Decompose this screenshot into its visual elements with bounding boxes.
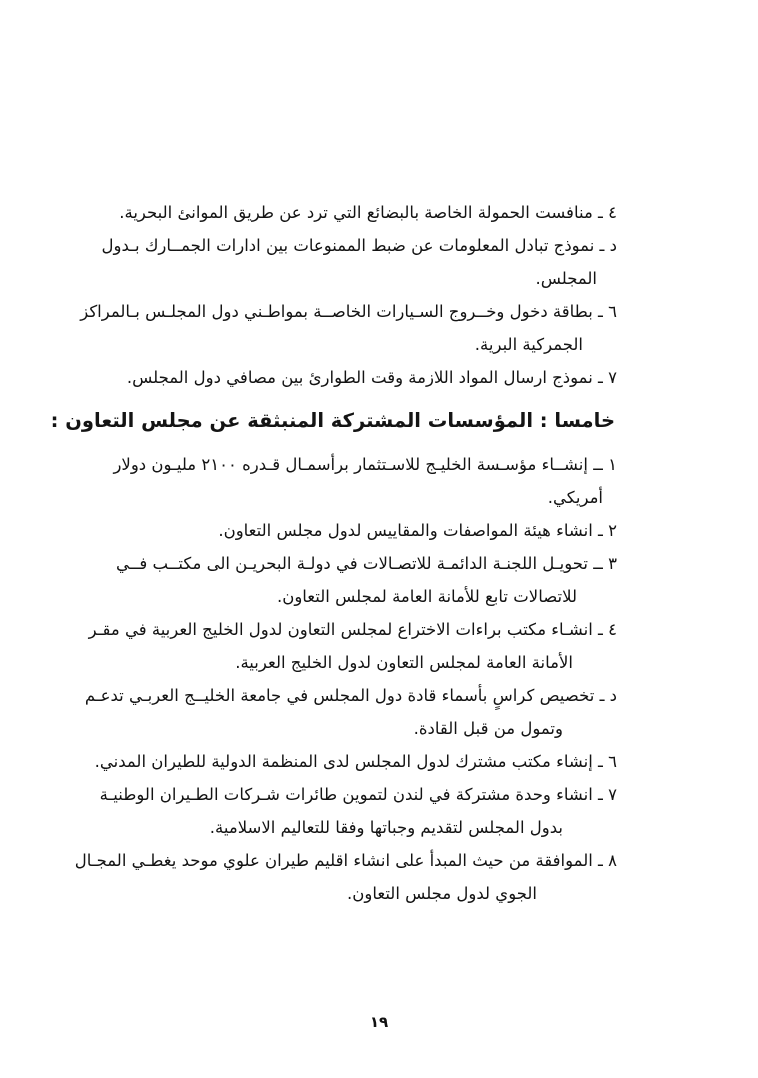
list-item-8-airspace-region-line1: ٨ ـ الموافقة من حيث المبدأ على انشاء اقليم طيران علوي موحد يغطـي المجـال xyxy=(74,851,617,870)
list-item-5-university-chairs-line2: وتمول من قبل القادة. xyxy=(413,719,563,738)
list-item-2-standards-body: ٢ ـ انشاء هيئة المواصفات والمقاييس لدول مجلس التعاون. xyxy=(218,521,617,540)
page-number: ١٩ xyxy=(369,1013,389,1031)
list-item-5-customs-form-line1: د ـ نموذج تبادل المعلومات عن ضبط الممنوعات بين ادارات الجمــارك بـدول xyxy=(101,236,617,255)
list-item-3-telecom-committee-line1: ٣ ــ تحويـل اللجنـة الدائمـة للاتصـالات في دولـة البحريـن الى مكتــب فــي xyxy=(115,554,617,573)
list-item-6-icao-office: ٦ ـ إنشاء مكتب مشترك لدول المجلس لدى المنظمة الدولية للطيران المدني. xyxy=(94,752,617,771)
list-item-7-london-catering-line2: بدول المجلس لتقديم وجباتها وفقا للتعاليم الاسلامية. xyxy=(209,818,563,837)
list-item-6-car-card-line1: ٦ ـ بطاقة دخول وخــروج السـيارات الخاصــة بمواطـني دول المجلـس بـالمراكز xyxy=(80,302,617,321)
section-heading: خامسا : المؤسسات المشتركة المنبثقة عن مجلس التعاون : xyxy=(50,409,615,432)
list-item-6-car-card-line2: الجمركية البرية. xyxy=(474,335,583,354)
list-item-3-telecom-committee-line2: للاتصالات تابع للأمانة العامة لمجلس التعاون. xyxy=(276,587,577,606)
list-item-1-gulf-investment-line2: أمريكي. xyxy=(547,488,603,507)
list-item-5-customs-form-line2: المجلس. xyxy=(535,269,597,288)
list-item-1-gulf-investment-line1: ١ ــ إنشــاء مؤسـسة الخليـج للاسـتثمار برأسمـال قـدره ٢١٠٠ مليـون دولار xyxy=(113,455,617,474)
page-body xyxy=(50,196,617,910)
list-item-7-emergency-form: ٧ ـ نموذج ارسال المواد اللازمة وقت الطوارئ بين مصافي دول المجلس. xyxy=(126,368,617,387)
list-item-4-patent-office-line1: ٤ ـ انشـاء مكتب براءات الاختراع لمجلس التعاون لدول الخليج العربية في مقـر xyxy=(88,620,617,639)
list-item-8-airspace-region-line2: الجوي لدول مجلس التعاون. xyxy=(347,884,537,903)
list-item-7-london-catering-line1: ٧ ـ انشاء وحدة مشتركة في لندن لتموين طائرات شـركات الطـيران الوطنيـة xyxy=(99,785,617,804)
list-item-5-university-chairs-line1: د ـ تخصيص كراسٍ بأسماء قادة دول المجلس في جامعة الخليــج العربـي تدعـم xyxy=(84,686,617,705)
list-item-4-freight: ٤ ـ منافست الحمولة الخاصة بالبضائع التي ترد عن طريق الموانئ البحرية. xyxy=(119,203,617,222)
list-item-4-patent-office-line2: الأمانة العامة لمجلس التعاون لدول الخليج العربية. xyxy=(235,653,573,672)
